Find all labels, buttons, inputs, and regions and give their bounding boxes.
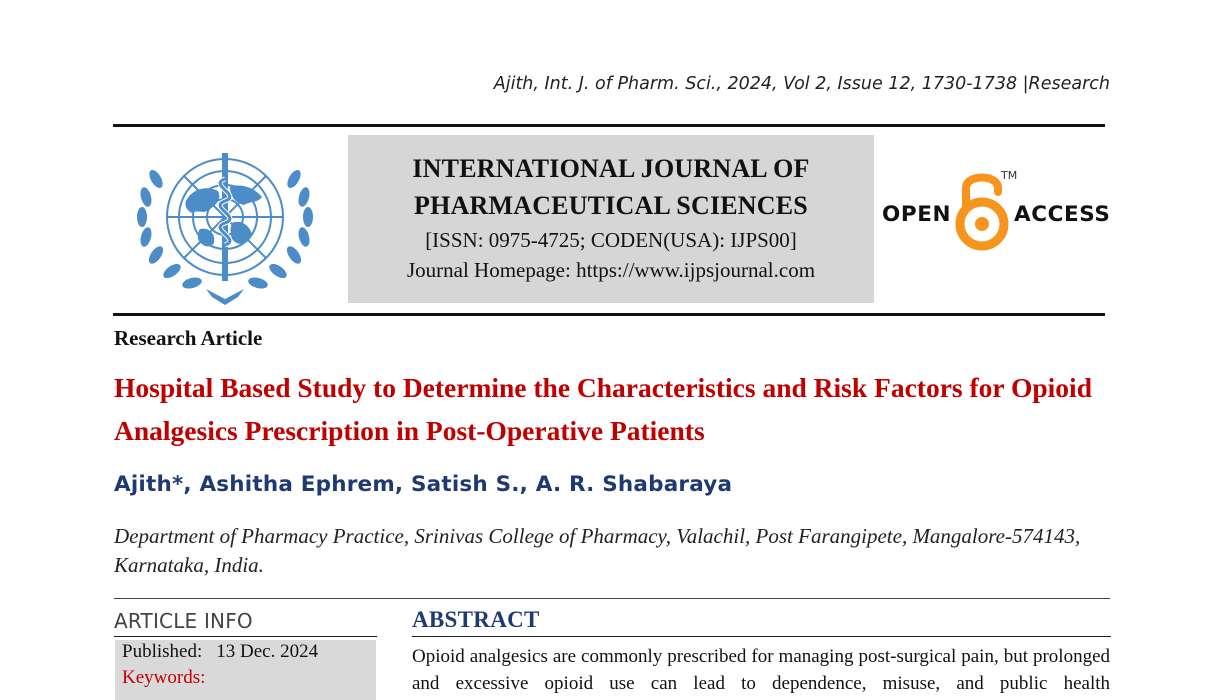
trademark-mark: TM (1001, 169, 1018, 182)
published-row (122, 641, 318, 663)
header-top-rule (113, 124, 1105, 127)
author-affiliation: Department of Pharmacy Practice, Srinivas College of Pharmacy, Valachil, Post Farangipete, Mangalore-574143, Karnataka, India. (114, 524, 1081, 577)
citation-line: Ajith, Int. J. of Pharm. Sci., 2024, Vol 2, Issue 12, 1730-1738 |Research (493, 74, 1110, 94)
open-access-word-access: ACCESS (1014, 202, 1111, 227)
journal-banner (348, 135, 874, 303)
section-divider (114, 598, 1110, 599)
published-label: Published: (122, 641, 203, 662)
published-date: 13 Dec. 2024 (216, 641, 319, 662)
abstract-text: Opioid analgesics are commonly prescribed for managing post-surgical pain, but prolonged and excessive opioid use can lead to dependence, misuse, and public health (412, 646, 1110, 694)
journal-issn: [ISSN: 0975-4725; CODEN(USA): IJPS00] (425, 228, 797, 252)
abstract-heading: ABSTRACT (412, 607, 540, 632)
article-info-rule (114, 636, 377, 637)
header-bottom-rule (113, 313, 1105, 316)
keywords-label: Keywords: (122, 667, 206, 688)
journal-title-line1: INTERNATIONAL JOURNAL OF (412, 154, 810, 183)
article-title: Hospital Based Study to Determine the Characteristics and Risk Factors for Opioid Analgesics Prescription in Post-Operative Patients (114, 372, 1092, 446)
abstract-rule (412, 636, 1111, 637)
article-info-heading: ARTICLE INFO (114, 609, 253, 633)
article-authors: Ajith*, Ashitha Ephrem, Satish S., A. R. Shabaraya (114, 472, 733, 497)
article-info-box (115, 640, 376, 700)
open-access-word-open: OPEN (882, 202, 952, 227)
journal-title-line2: PHARMACEUTICAL SCIENCES (414, 191, 808, 220)
journal-homepage: Journal Homepage: https://www.ijpsjournal.com (406, 258, 816, 282)
un-emblem-icon (126, 139, 324, 305)
open-access-logo (880, 166, 1110, 252)
article-type: Research Article (114, 326, 263, 350)
